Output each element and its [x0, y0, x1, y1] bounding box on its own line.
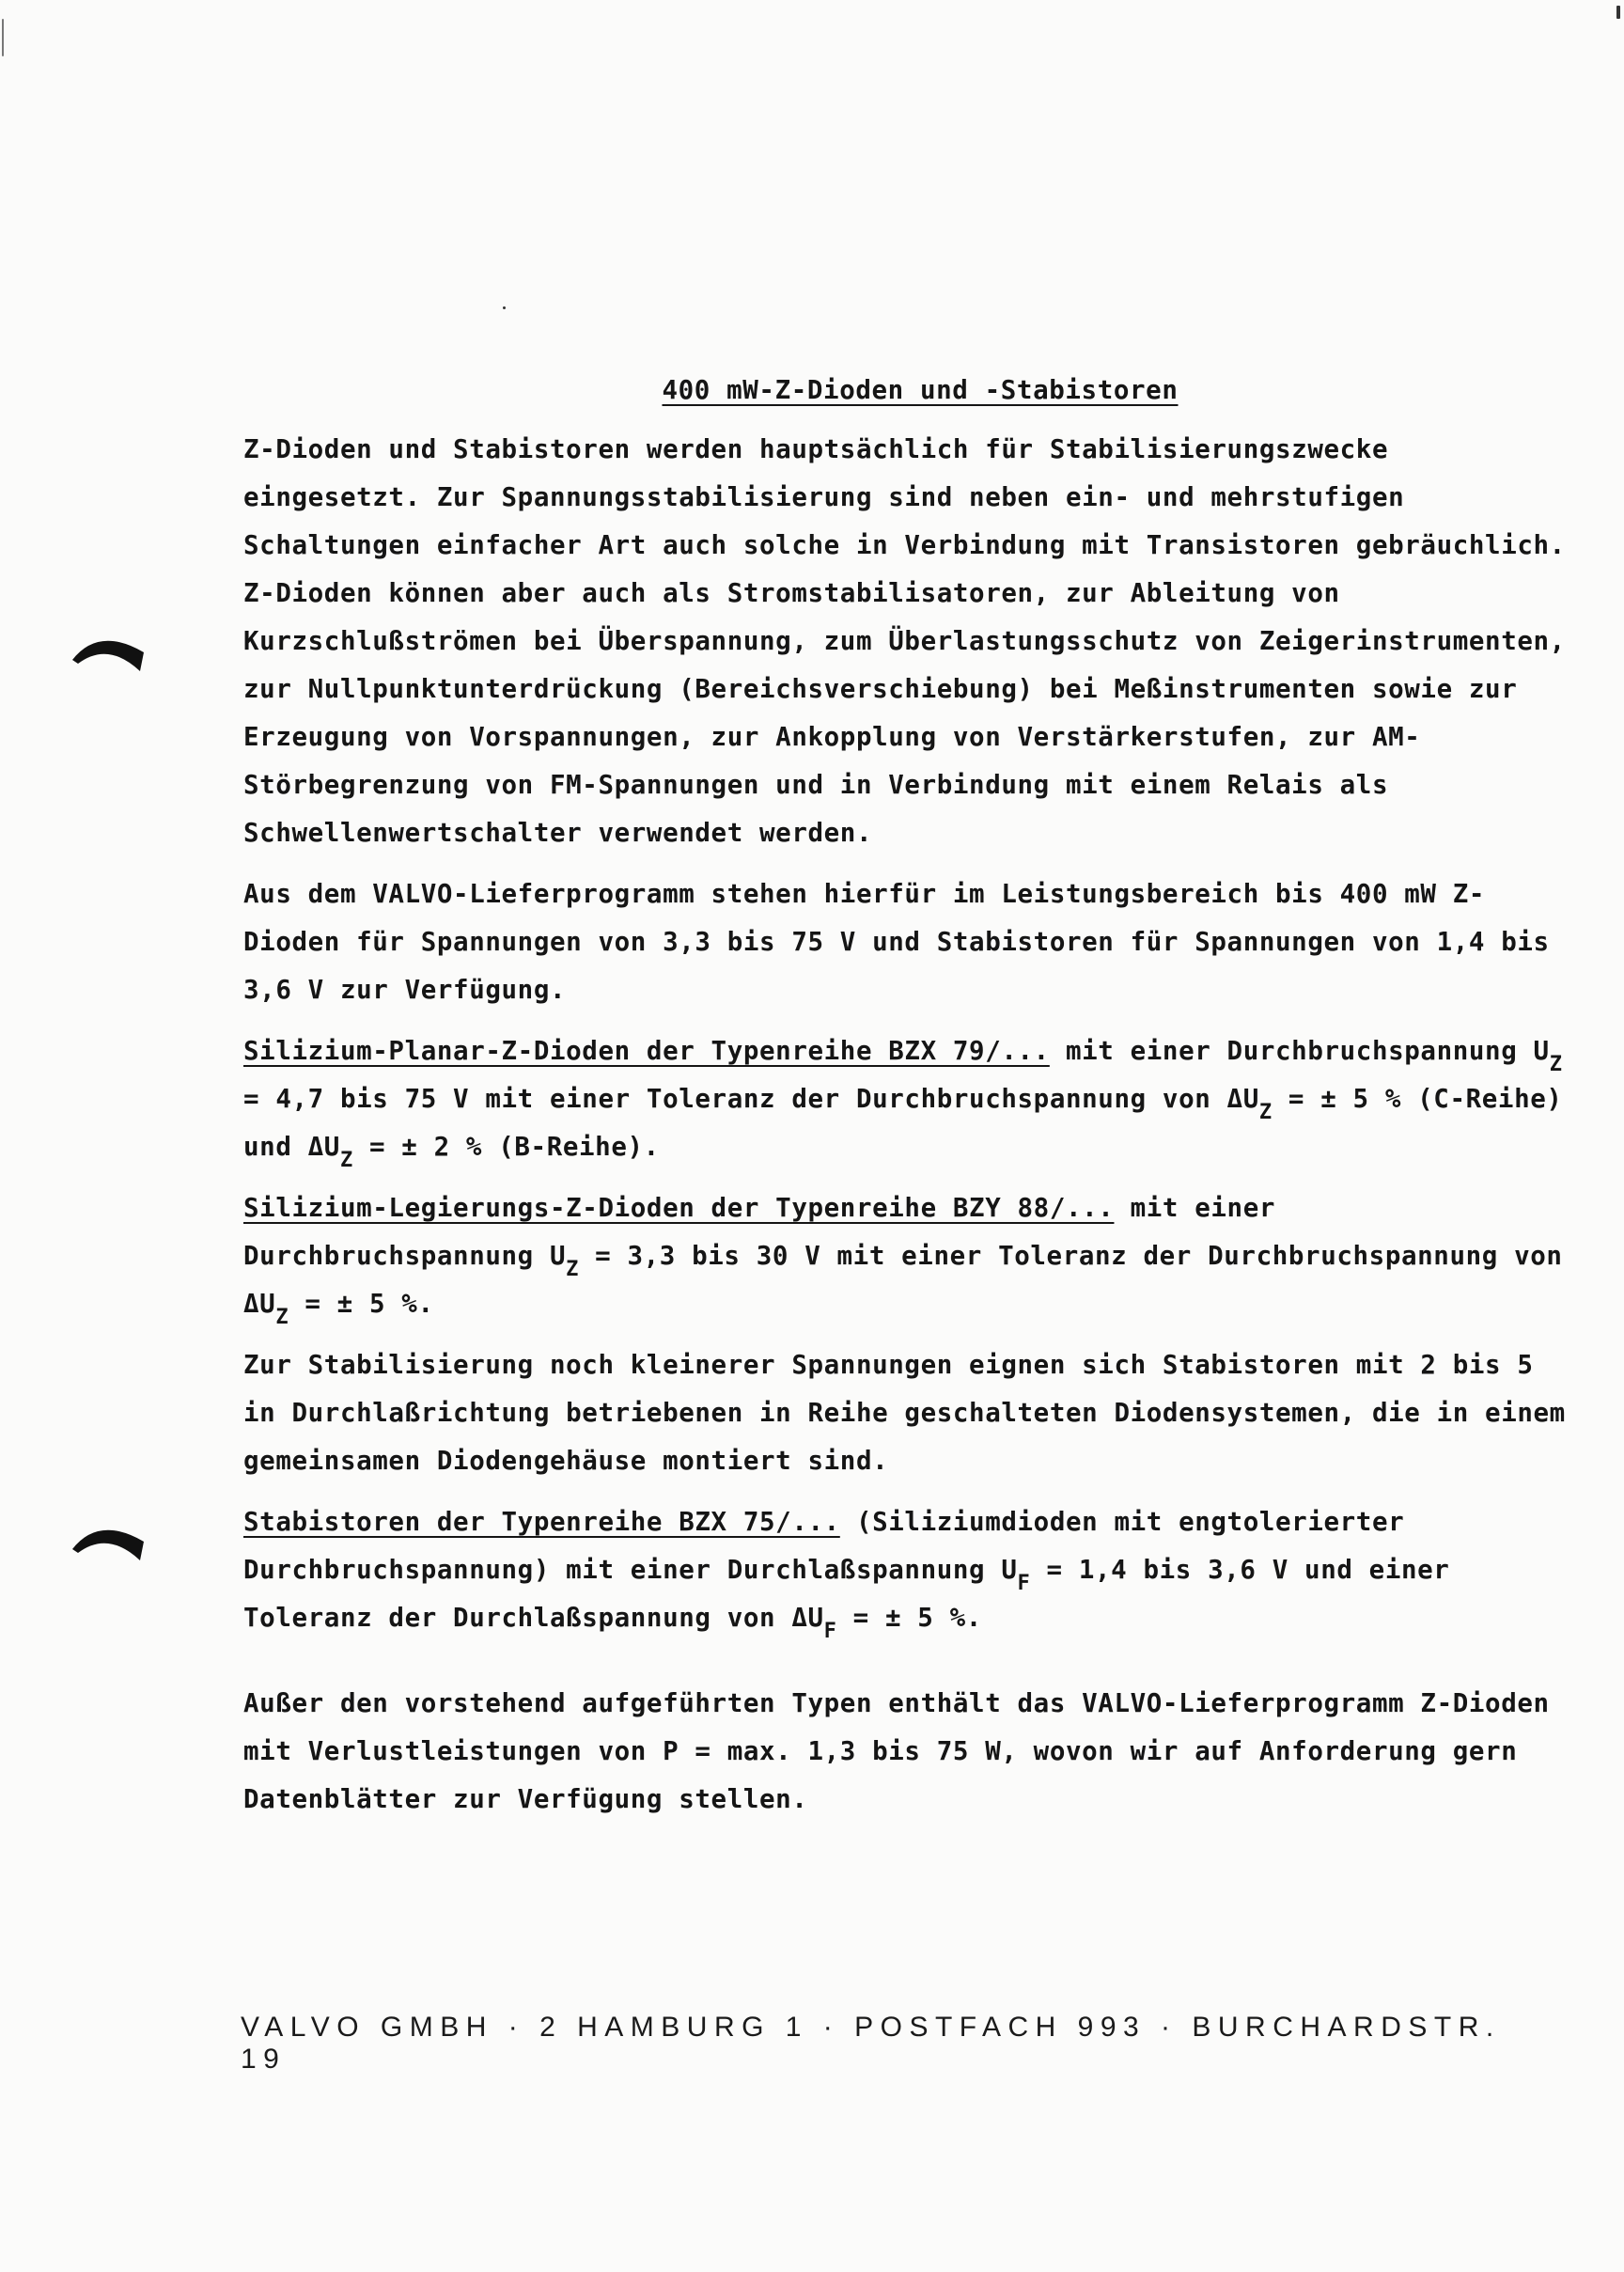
paragraph-program: Aus dem VALVO-Lieferprogramm stehen hierfür im Leistungsbereich bis 400 mW Z-Dioden für Spannungen von 3,3 bis 75 V und Stabistoren für Spannungen von 1,4 bis 3,6 V zur Verfügung. — [243, 879, 1550, 1005]
paragraph-bzx75: Stabistoren der Typenreihe BZX 75/... (Siliziumdioden mit engtolerierter Durchbruchspannung) mit einer Durchlaßspannung $U_F = 1,4$ bis 3,6 V und einer Toleranz der Durchlaßspannung von $\Delta U_F$ = ± 5 %. — [243, 1507, 1450, 1643]
paragraph-outro: Außer den vorstehend aufgeführten Typen enthält das VALVO-Lieferprogramm Z-Dioden mit Verlustleistungen von P = max. 1,3 bis 75 W, wovon wir auf Anforderung gern Datenblätter zur Verfügung stellen. — [243, 1688, 1550, 1814]
paragraph-stabistoren: Zur Stabilisierung noch kleinerer Spannungen eignen sich Stabistoren mit 2 bis 5 in Durchlaßrichtung betriebenen in Reihe geschalteten Diodensystemen, die in einem gemeinsamen Diodengehäuse montiert sind. — [243, 1350, 1566, 1476]
binder-mark-top — [70, 632, 148, 673]
heading-bzy88: Silizium-Legierungs-Z-Dioden der Typenreihe BZY 88/... — [243, 1193, 1115, 1223]
paragraph-bzy88: Silizium-Legierungs-Z-Dioden der Typenreihe BZY 88/... mit einer Durchbruchspannung $U_Z = 3,3$ bis 30 V mit einer Toleranz der Durchbruchspannung von $\Delta U_Z$ = ± 5 %. — [243, 1193, 1563, 1329]
company-address-footer: VALVO GMBH · 2 HAMBURG 1 · POSTFACH 993 · BURCHARDSTR. 19 — [241, 2012, 1501, 2075]
paragraph-intro: Z-Dioden und Stabistoren werden hauptsächlich für Stabilisierungszwecke eingesetzt. Zur Spannungsstabilisierung sind neben ein- und mehrstufigen Schaltungen einfacher Art auch solche in Verbindung mit Transistoren gebräuchlich. Z-Dioden können aber auch als Stromstabilisatoren, zur Ableitung von Kurzschlußströmen bei Überspannung, zum Überlastungsschutz von Zeigerinstrumenten, zur Nullpunktunterdrückung (Bereichsverschiebung) bei Meßinstrumenten sowie zur Erzeugung von Vorspannungen, zur Ankopplung von Verstärkerstufen, zur AM-Störbegrenzung von FM-Spannungen und in Verbindung mit einem Relais als Schwellenwertschalter verwendet werden. — [243, 434, 1566, 848]
paragraph-gap — [243, 1655, 1569, 1680]
scan-speck — [503, 306, 506, 309]
document-body — [243, 367, 1569, 1837]
scan-speck — [2, 19, 4, 56]
binder-mark-bottom — [70, 1521, 148, 1562]
paragraph-bzx79: Silizium-Planar-Z-Dioden der Typenreihe BZX 79/... mit einer Durchbruchspannung $U_Z = 4,7$ bis 75 V mit einer Toleranz der Durchbruchspannung von $\Delta U_Z$ = ± 5 % (C-Reihe) und $\Delta U_Z$ = ± 2 % (B-Reihe). — [243, 1036, 1563, 1172]
scan-speck — [1616, 6, 1620, 19]
heading-bzx79: Silizium-Planar-Z-Dioden der Typenreihe BZX 79/... — [243, 1036, 1050, 1066]
heading-bzx75: Stabistoren der Typenreihe BZX 75/... — [243, 1507, 840, 1537]
document-title: 400 mW-Z-Dioden und -Stabistoren — [662, 375, 1179, 405]
